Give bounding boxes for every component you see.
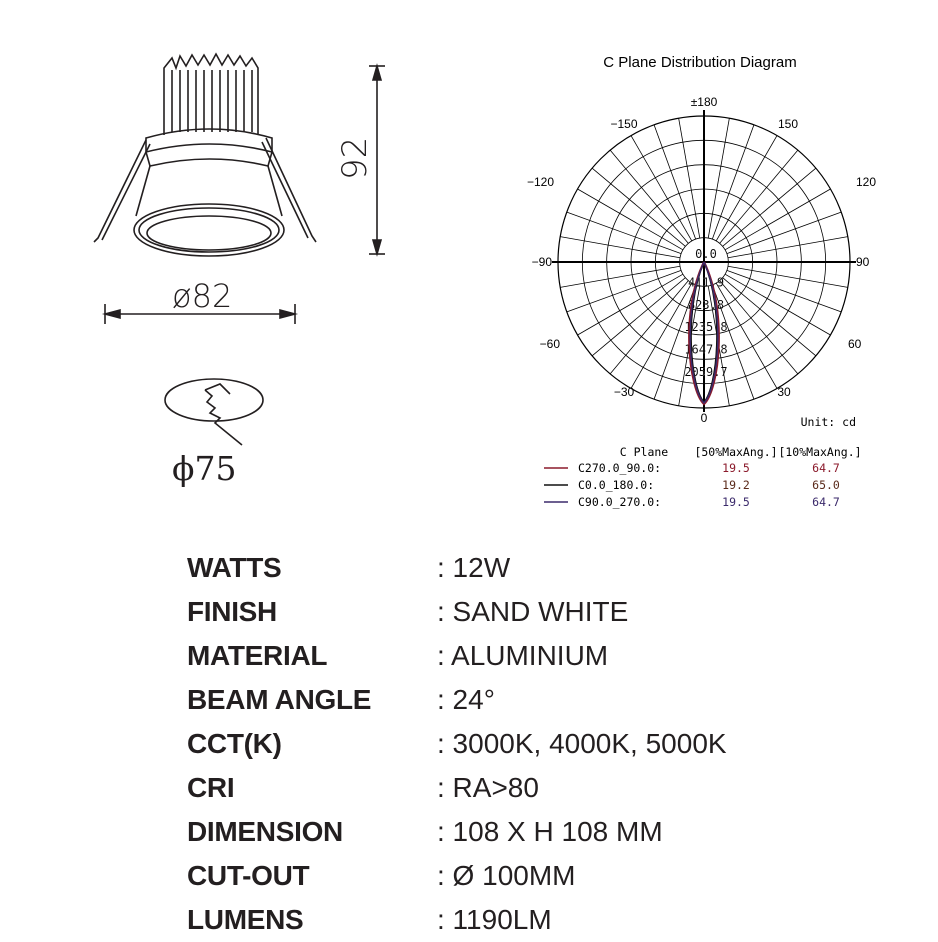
height-dimension-label: 92: [335, 136, 375, 180]
spec-value: : Ø 100MM: [437, 860, 576, 891]
spec-value: : ALUMINIUM: [437, 640, 609, 671]
spec-label: MATERIAL: [187, 640, 328, 671]
spec-row: [187, 590, 827, 634]
polar-spoke: [727, 270, 841, 312]
polar-spoke: [712, 125, 754, 239]
angle-label: ±180: [690, 95, 718, 109]
legend-plane: C270.0_90.0:: [578, 461, 662, 475]
spec-value: : SAND WHITE: [437, 596, 629, 627]
radial-value-label: 1647.8: [684, 342, 728, 357]
polar-spoke: [720, 281, 798, 374]
downlight-outline-icon: [80, 40, 400, 500]
legend-plane: C90.0_270.0:: [578, 495, 662, 509]
polar-spoke: [723, 278, 816, 356]
polar-spoke: [567, 212, 681, 254]
spec-row: [187, 810, 827, 854]
polar-spoke: [720, 150, 798, 243]
legend-50-value: 19.5: [722, 495, 750, 509]
polar-spoke: [610, 150, 688, 243]
polar-spoke: [708, 118, 729, 238]
angle-label: −30: [613, 385, 635, 399]
legend-header-plane: C Plane: [619, 445, 669, 459]
angle-label: 0: [700, 411, 708, 425]
legend-50-value: 19.5: [722, 461, 750, 475]
legend-10-value: 65.0: [812, 478, 840, 492]
spec-label: FINISH: [187, 596, 277, 627]
angle-label: −60: [539, 337, 560, 351]
angle-label: −150: [610, 117, 638, 131]
spec-row: [187, 546, 827, 590]
polar-spoke: [727, 212, 841, 254]
angle-label: −120: [526, 175, 554, 189]
spec-row: [187, 722, 827, 766]
radial-value-label: 2059.7: [684, 364, 728, 379]
spec-label: DIMENSION: [187, 816, 343, 847]
spec-label: CRI: [187, 772, 235, 803]
c-plane-distribution-diagram: [520, 48, 880, 518]
polar-spoke: [679, 118, 700, 238]
radial-value-label: 1235.8: [684, 320, 728, 335]
polar-spoke: [567, 270, 681, 312]
polar-spoke: [610, 281, 688, 374]
angle-label: 30: [777, 385, 791, 399]
diagram-title: C Plane Distribution Diagram: [603, 54, 797, 71]
radial-value-label: 823.8: [687, 297, 725, 312]
polar-spoke: [654, 125, 696, 239]
polar-spoke: [728, 266, 848, 287]
product-drawing: [80, 40, 400, 500]
spec-value: : 108 X H 108 MM: [437, 816, 663, 847]
spec-value: : 24°: [437, 684, 495, 715]
angle-label: 120: [856, 175, 877, 189]
legend-10-value: 64.7: [812, 495, 840, 509]
cutout-dimension-label: ϕ75: [172, 449, 237, 488]
spec-value: : 3000K, 4000K, 5000K: [437, 728, 727, 759]
angle-label: 90: [856, 255, 870, 269]
legend-header-50: [50%MaxAng.]: [694, 445, 778, 459]
polar-spoke: [560, 237, 680, 258]
spec-value: : 12W: [437, 552, 511, 583]
polar-spoke: [592, 168, 685, 246]
angle-label: −90: [531, 255, 552, 269]
unit-label: Unit: cd: [800, 415, 856, 429]
polar-spoke: [723, 168, 816, 246]
legend-plane: C0.0_180.0:: [578, 478, 655, 492]
spec-label: CUT-OUT: [187, 860, 310, 891]
polar-spoke: [728, 237, 848, 258]
legend-50-value: 19.2: [722, 478, 750, 492]
angle-label: 150: [777, 117, 799, 131]
legend-10-value: 64.7: [812, 461, 840, 475]
radial-value-label: 0.0: [695, 247, 717, 261]
width-dimension-label: ø82: [172, 277, 233, 315]
spec-row: [187, 634, 827, 678]
polar-spoke: [592, 278, 685, 356]
spec-table: [187, 546, 827, 942]
spec-row: [187, 678, 827, 722]
angle-label: 60: [848, 337, 862, 351]
spec-label: CCT(K): [187, 728, 282, 759]
radial-value-label: 411.9: [687, 275, 725, 290]
spec-row: [187, 898, 827, 942]
spec-row: [187, 854, 827, 898]
polar-spoke: [560, 266, 680, 287]
spec-row: [187, 766, 827, 810]
spec-value: : 1190LM: [437, 904, 552, 935]
polar-chart: [520, 48, 880, 518]
spec-label: LUMENS: [187, 904, 304, 935]
legend-header-10: [10%MaxAng.]: [778, 445, 862, 459]
spec-label: BEAM ANGLE: [187, 684, 372, 715]
spec-value: : RA>80: [437, 772, 539, 803]
spec-label: WATTS: [187, 552, 282, 583]
